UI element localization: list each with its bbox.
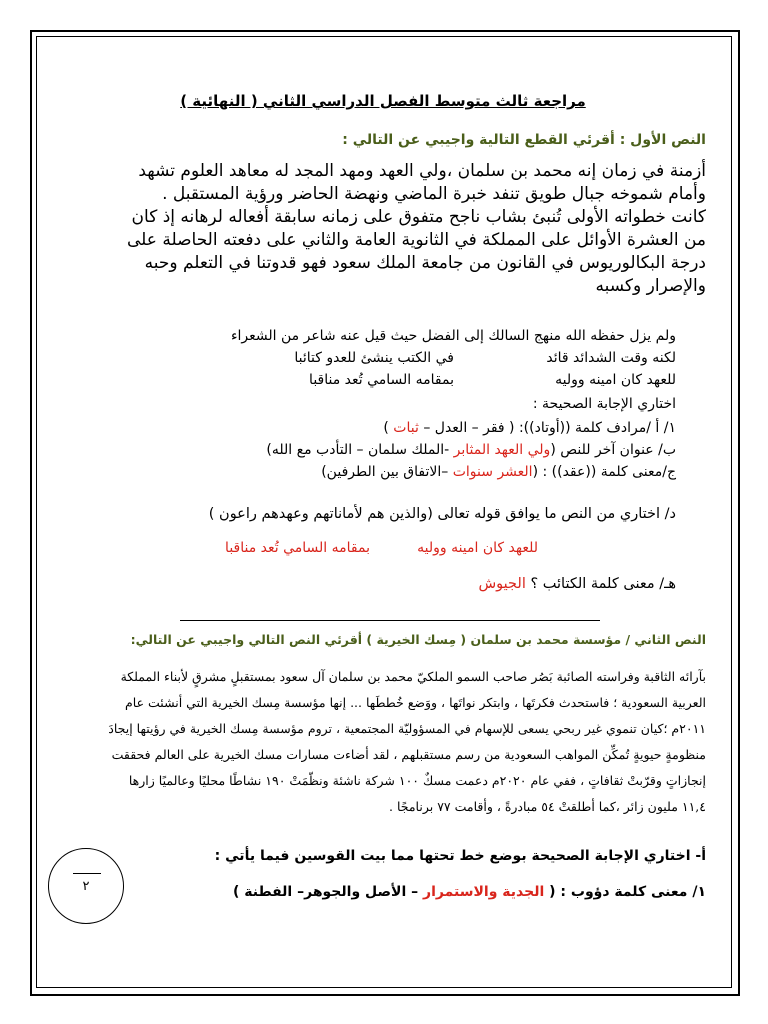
page-number-dash xyxy=(73,873,101,874)
question-5 xyxy=(478,576,676,592)
question-1-text: ١/ أ /مرادف كلمة ((أوتاد)): ( فقر – العدل – xyxy=(418,420,676,436)
section-divider xyxy=(180,620,600,621)
question-2 xyxy=(266,442,676,458)
verse2-right: للعهد كان امينه ووليه xyxy=(555,372,676,388)
question-2-answer: ولي العهد المثابر xyxy=(453,442,551,458)
question-4: د/ اختاري من النص ما يوافق قوله تعالى (والذين هم لأماناتهم وعهدهم راعون ) xyxy=(208,506,676,522)
verse1-right: لكنه وقت الشدائد قائد xyxy=(546,350,676,366)
question-5-text: هـ/ معنى كلمة الكتائب ؟ xyxy=(525,576,676,592)
question-3 xyxy=(321,464,676,480)
question-1-close: ) xyxy=(383,420,394,436)
paragraph-line: من العشرة الأوائل على المملكة في الثانوية العامة والثاني على دفعته الحاصلة على xyxy=(127,230,706,250)
section2-question-1 xyxy=(233,884,706,900)
question-1-answer: ثبات xyxy=(393,420,419,436)
question-3-rest: –الاتفاق بين الطرفين) xyxy=(321,464,453,480)
paragraph-line: كانت خطواته الأولى تُنبئ بشاب ناجح متفوق على زمانه سابقة أفعاله لرهانه إذ كان xyxy=(131,207,706,227)
paragraph-line: إنجازاتٍ وقرّبتْ ثقافاتٍ ، ففي عام ٢٠٢٠م دعمت مسكٌ ١٠٠ شركة ناشئة ونظّمَتْ ١٩٠ نشاطًا محليًا وعالميًا زارها xyxy=(128,773,706,788)
paragraph-line: العربية السعودية ؛ فاستحدث فكرتَها ، وابتكر نواتَها ، ووَضع خُططَها ... إنها مؤسسة مِسك الخيرية التي أنشئت عام xyxy=(125,695,706,710)
paragraph-line: بآرائه الثاقبة وفراسته الصائبة بَصُر صاحب السمو الملكيّ محمد بن سلمان آل سعود بمستقبلٍ مشرقٍ لأبناء المملكة xyxy=(120,669,706,684)
paragraph-line: والإصرار وكسبه xyxy=(595,276,706,296)
question-4-answer-right: للعهد كان امينه ووليه xyxy=(417,540,538,556)
paragraph-line: درجة البكالوريوس في القانون من جامعة الملك سعود فهو قدوتنا في التعلم وحبه xyxy=(144,253,706,273)
section2-heading: النص الثاني / مؤسسة محمد بن سلمان ( مِسك الخيرية ) أقرئي النص التالي واجيبي عن التالي: xyxy=(130,632,706,647)
question-3-text: ج/معنى كلمة ((عقد)) : ( xyxy=(532,464,676,480)
question-2-text: ب/ عنوان آخر للنص ( xyxy=(550,442,676,458)
page-number-circle xyxy=(48,848,124,924)
page-title: مراجعة ثالث متوسط الفصل الدراسي الثاني ( النهائية ) xyxy=(180,92,586,110)
section2-question-1-text: ١/ معنى كلمة دؤوب : ( xyxy=(544,884,706,900)
question-3-answer: العشر سنوات xyxy=(452,464,533,480)
intro-verse: ولم يزل حفظه الله منهج السالك إلى الفضل حيث قيل عنه شاعر من الشعراء xyxy=(230,328,676,344)
page-number: ٢ xyxy=(82,879,90,894)
section2-instruction: أ- اختاري الإجابة الصحيحة بوضع خط تحتها مما بيت القوسين فيما يأتي : xyxy=(214,848,706,864)
section1-paragraph xyxy=(127,160,706,298)
question-1 xyxy=(383,420,676,436)
question-5-answer: الجيوش xyxy=(478,576,526,592)
question-2-rest: -الملك سلمان – التأدب مع الله) xyxy=(266,442,454,458)
paragraph-line: أزمنة في زمان إنه محمد بن سلمان ،ولي العهد ومهد المجد له معاهد العلوم تشهد xyxy=(138,161,706,181)
section1-heading: النص الأول : أقرئي القطع التالية واجيبي عن التالي : xyxy=(342,132,706,148)
paragraph-line: وأمام شموخه جبال طويق تنفد خبرة الماضي ونهضة الحاضر ورؤية المستقبل . xyxy=(162,184,706,204)
paragraph-line: منظومةٍ حيويةٍ تُمكِّن المواهب السعودية من رسم مستقبلهم ، لقد أضاءت مسارات مسك الخيرية على العالم فحققت xyxy=(111,747,706,762)
paragraph-line: ٢٠١١م ؛كيان تنموي غير ربحي يسعى للإسهام في المسؤوليّة المجتمعية ، تروم مؤسسة مِسك الخيرية في رؤيتها إيجادَ xyxy=(108,721,706,736)
section2-paragraph xyxy=(60,664,706,820)
section2-question-1-answer: الجدية والاستمرار xyxy=(423,884,545,900)
section2-question-1-rest: – الأصل والجوهر– الفطنة ) xyxy=(232,884,424,900)
question-4-answer-left: بمقامه السامي تُعد مناقبا xyxy=(225,540,370,556)
choose-heading: اختاري الإجابة الصحيحة : xyxy=(532,396,676,412)
verse1-left: في الكتب ينشئ للعدو كتائبا xyxy=(294,350,454,366)
paragraph-line: ١١,٤ مليون زائر ،كما أطلقتْ ٥٤ مبادرةً ، وأقامت ٧٧ برنامجًا . xyxy=(389,799,706,814)
verse2-left: بمقامه السامي تُعد مناقبا xyxy=(309,372,454,388)
